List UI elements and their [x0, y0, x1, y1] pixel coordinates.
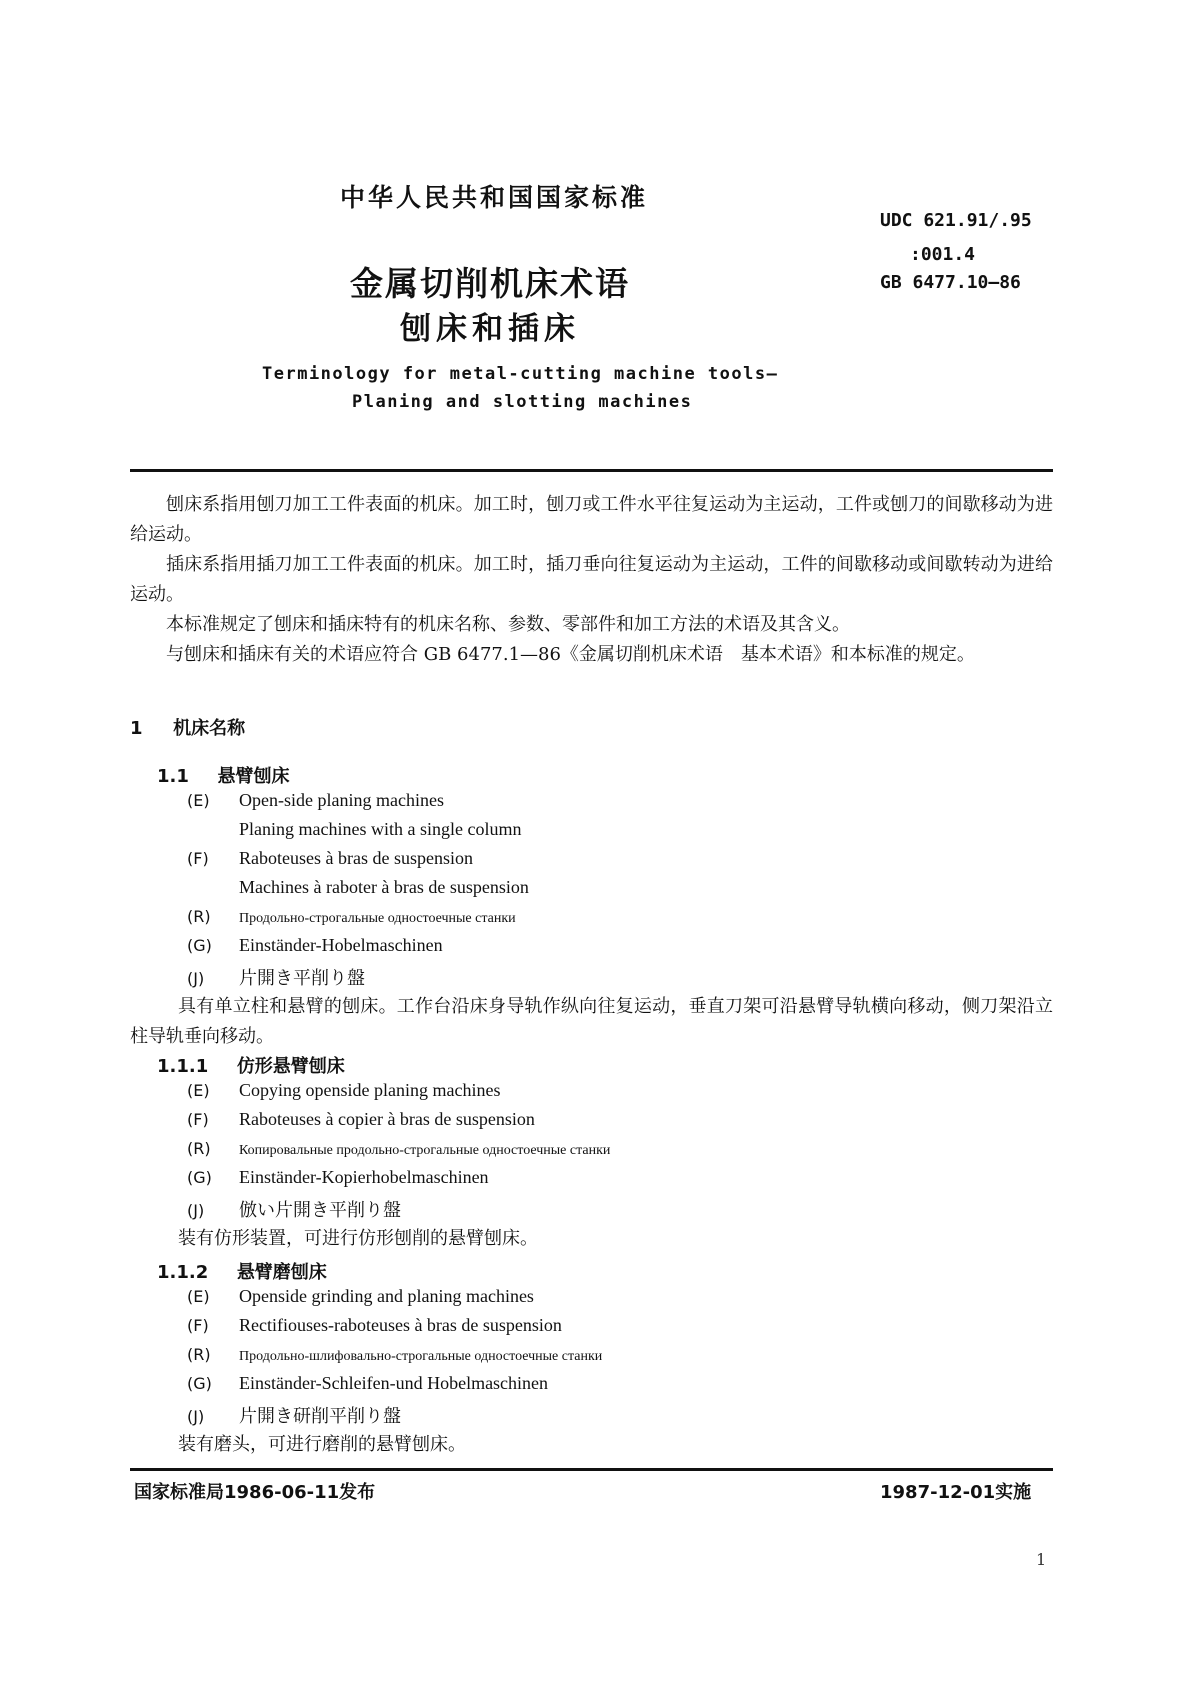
document-subtitle: 刨床和插床	[400, 311, 580, 347]
language-code: (G)	[187, 1374, 212, 1393]
issue-date: 国家标准局1986-06-11发布	[134, 1482, 376, 1503]
translation-text: Продольно-строгальные одностоечные станки	[239, 911, 516, 926]
footer-rule	[130, 1468, 1053, 1471]
national-standard-heading: 中华人民共和国国家标准	[340, 183, 649, 212]
translation-text: 片開き研削平削り盤	[239, 1406, 401, 1427]
term-heading	[157, 1052, 345, 1078]
translation-text: Copying openside planing machines	[239, 1080, 501, 1100]
translation-line	[187, 1315, 562, 1336]
term-name: 悬臂刨床	[217, 766, 290, 787]
language-code: (G)	[187, 1168, 212, 1187]
top-rule	[130, 469, 1053, 472]
language-code: (J)	[187, 1201, 205, 1220]
translation-line	[187, 964, 365, 990]
translation-line	[187, 1402, 401, 1428]
language-code: (F)	[187, 1316, 209, 1335]
translation-line	[187, 1344, 602, 1365]
section-1-heading	[130, 714, 245, 740]
translation-line	[187, 790, 444, 811]
term-number: 1.1.1	[157, 1056, 209, 1077]
translation-line	[187, 935, 443, 956]
term-heading	[157, 1258, 327, 1284]
translation-text: Einständer-Schleifen-und Hobelmaschinen	[239, 1373, 549, 1393]
section-number: 1	[130, 718, 143, 739]
english-title-line1: Terminology for metal-cutting machine tools—	[262, 364, 779, 384]
translation-text: Machines à raboter à bras de suspension	[239, 877, 529, 897]
term-heading	[157, 762, 289, 788]
term-description: 装有磨头，可进行磨削的悬臂刨床。	[178, 1434, 466, 1455]
language-code: (E)	[187, 1287, 210, 1306]
translation-text: Einständer-Hobelmaschinen	[239, 935, 443, 955]
translation-text: 倣い片開き平削り盤	[239, 1200, 401, 1221]
document-title: 金属切削机床术语	[350, 264, 630, 303]
intro-paragraph: 本标准规定了刨床和插床特有的机床名称、参数、零部件和加工方法的术语及其含义。	[166, 614, 850, 635]
intro-paragraph: 插床系指用插刀加工工件表面的机床。加工时，插刀垂向往复运动为主运动，工件的间歇移动或间歇转动为进给运动。	[130, 554, 1053, 605]
translation-line	[187, 1196, 401, 1222]
language-code: (E)	[187, 1081, 210, 1100]
translation-line	[187, 877, 529, 898]
page-number: 1	[1036, 1550, 1047, 1569]
translation-line	[187, 1373, 548, 1394]
language-code: (J)	[187, 1407, 205, 1426]
language-code: (G)	[187, 936, 212, 955]
translation-line	[187, 819, 521, 840]
translation-line	[187, 1138, 610, 1159]
section-title: 机床名称	[173, 718, 246, 739]
translation-text: Копировальные продольно-строгальные одностоечные станки	[239, 1143, 611, 1158]
term-name: 仿形悬臂刨床	[236, 1056, 345, 1077]
translation-line	[187, 1167, 489, 1188]
translation-line	[187, 1109, 535, 1130]
term-name: 悬臂磨刨床	[236, 1262, 327, 1283]
udc-code: UDC 621.91/.95	[880, 210, 1032, 231]
term-number: 1.1.2	[157, 1262, 209, 1283]
translation-text: Продольно-шлифовально-строгальные одностоечные станки	[239, 1349, 603, 1364]
gb-standard-code: GB 6477.10—86	[880, 272, 1021, 293]
intro-paragraph: 与刨床和插床有关的术语应符合 GB 6477.1—86《金属切削机床术语 基本术语》和本标准的规定。	[166, 644, 975, 665]
translation-line	[187, 1286, 534, 1307]
english-title-line2: Planing and slotting machines	[352, 392, 693, 412]
language-code: (F)	[187, 849, 209, 868]
language-code: (E)	[187, 791, 210, 810]
translation-line	[187, 848, 473, 869]
translation-text: Rectifiouses-raboteuses à bras de suspension	[239, 1315, 562, 1335]
language-code: (J)	[187, 969, 205, 988]
intro-paragraph: 刨床系指用刨刀加工工件表面的机床。加工时，刨刀或工件水平往复运动为主运动，工件或刨刀的间歇移动为进给运动。	[130, 494, 1053, 545]
udc-code-suffix: :001.4	[910, 244, 976, 265]
translation-text: Einständer-Kopierhobelmaschinen	[239, 1167, 489, 1187]
translation-text: 片開き平削り盤	[239, 968, 365, 989]
term-description: 具有单立柱和悬臂的刨床。工作台沿床身导轨作纵向往复运动，垂直刀架可沿悬臂导轨横向移动，侧刀架沿立柱导轨垂向移动。	[130, 996, 1053, 1047]
translation-text: Planing machines with a single column	[239, 819, 522, 839]
translation-text: Openside grinding and planing machines	[239, 1286, 534, 1306]
translation-text: Open-side planing machines	[239, 790, 444, 810]
effective-date: 1987-12-01实施	[880, 1482, 1032, 1503]
translation-line	[187, 906, 516, 927]
term-number: 1.1	[157, 766, 189, 787]
language-code: (R)	[187, 1345, 211, 1364]
language-code: (R)	[187, 907, 211, 926]
translation-line	[187, 1080, 500, 1101]
term-description: 装有仿形装置，可进行仿形刨削的悬臂刨床。	[178, 1228, 538, 1249]
language-code: (R)	[187, 1139, 211, 1158]
translation-text: Raboteuses à bras de suspension	[239, 848, 473, 868]
language-code: (F)	[187, 1110, 209, 1129]
translation-text: Raboteuses à copier à bras de suspension	[239, 1109, 535, 1129]
